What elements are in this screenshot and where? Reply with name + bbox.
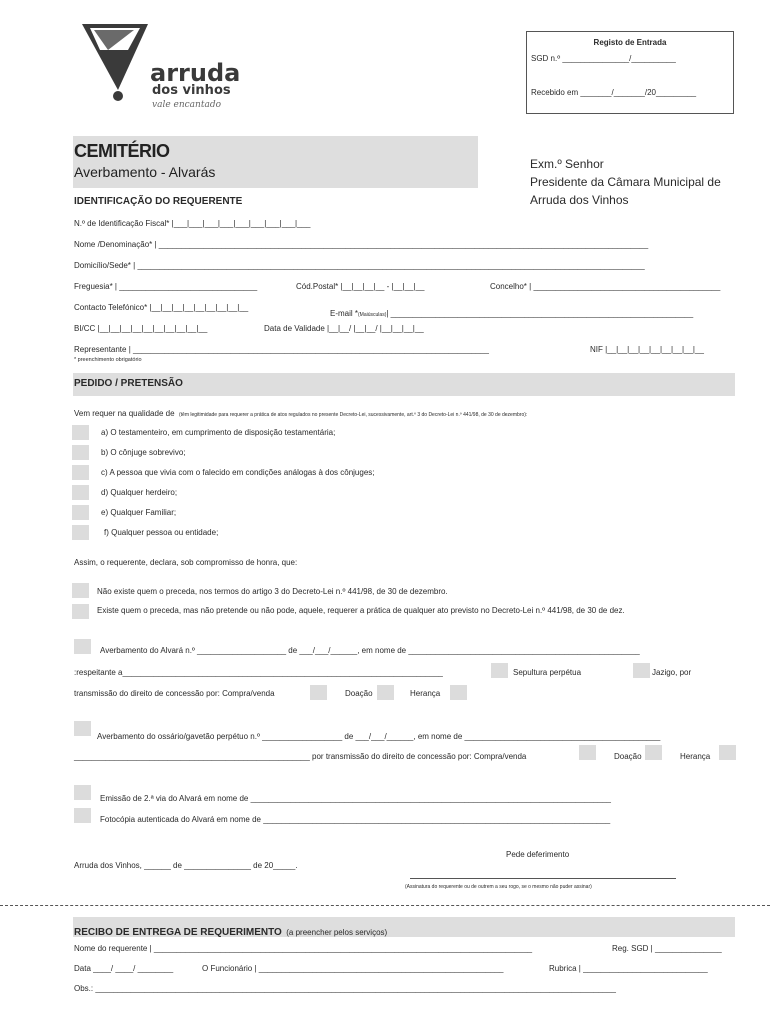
cod-postal-field[interactable]: Cód.Postal* |__|__|__|__ - |__|__|__ <box>296 282 425 291</box>
fotocopia-checkbox[interactable] <box>74 808 91 823</box>
registo-entrada-box <box>526 31 734 114</box>
fotocopia-field[interactable]: Fotocópia autenticada do Alvará em nome de ______________________________________________________________________________ <box>100 815 611 824</box>
decl-1-label: Não existe quem o preceda, nos termos do artigo 3 do Decreto-Lei n.º 441/98, de 30 de dezembro. <box>97 587 448 596</box>
registo-sgd[interactable]: SGD n.º _______________/__________ <box>531 54 676 63</box>
declara-text: Assim, o requerente, declara, sob compromisso de honra, que: <box>74 558 298 567</box>
ossario-heranca-checkbox[interactable] <box>719 745 736 760</box>
required-note: * preenchimento obrigatório <box>74 357 142 363</box>
decl-2-checkbox[interactable] <box>72 604 89 619</box>
segunda-via-checkbox[interactable] <box>74 785 91 800</box>
jazigo-checkbox[interactable] <box>633 663 650 678</box>
email-label: E-mail * <box>330 309 359 318</box>
addressee-line3: Arruda dos Vinhos <box>530 193 629 207</box>
concelho-field[interactable]: Concelho* | __________________________________________ <box>490 282 721 291</box>
pedido-intro-text: Vem requer na qualidade de <box>74 409 175 418</box>
option-d-label: d) Qualquer herdeiro; <box>101 488 178 497</box>
validade-field[interactable]: Data de Validade |__|__/ |__|__/ |__|__|__|__ <box>264 324 424 333</box>
contacto-field[interactable]: Contacto Telefónico* |__|__|__|__|__|__|__|__|__ <box>74 303 249 312</box>
alvara-line2[interactable]: ________________________________________________________________________respeitante a: <box>74 668 443 677</box>
option-f-label: f) Qualquer pessoa ou entidade; <box>104 528 219 537</box>
recibo-heading <box>74 922 387 940</box>
id-fiscal-field[interactable]: N.º de Identificação Fiscal* |___|___|___|___|___|___|___|___|___ <box>74 219 311 228</box>
signature-line[interactable] <box>410 878 676 879</box>
ossario-compra-checkbox[interactable] <box>579 745 596 760</box>
alvara-line1[interactable]: Averbamento do Alvará n.º ____________________ de ___/___/______, em nome de ____________________________________________________ <box>100 646 640 655</box>
recibo-nome-field[interactable]: Nome do requerente | _____________________________________________________________________________________ <box>74 944 533 953</box>
municipality-logo <box>78 20 248 110</box>
transmissao-label: transmissão do direito de concessão por: Compra/venda <box>74 689 275 698</box>
domicilio-field[interactable]: Domicílio/Sede* | __________________________________________________________________________________________________________________ <box>74 261 645 270</box>
section-heading-identificacao: IDENTIFICAÇÃO DO REQUERENTE <box>74 196 243 207</box>
pede-deferimento: Pede deferimento <box>506 850 570 859</box>
ossario-line1[interactable]: Averbamento do ossário/gavetão perpétuo n.º __________________ de ___/___/______, em nome de ____________________________________________ <box>97 732 661 741</box>
email-note: (Maiúsculas) <box>358 312 387 318</box>
section-heading-pedido: PEDIDO / PRETENSÃO <box>74 378 183 389</box>
ossario-doacao-checkbox[interactable] <box>645 745 662 760</box>
recibo-heading-note: (a preencher pelos serviços) <box>286 928 388 937</box>
registo-recebido[interactable]: Recebido em _______/_______/20_________ <box>531 88 697 97</box>
recibo-heading-title: RECIBO DE ENTREGA DE REQUERIMENTO <box>74 927 282 938</box>
option-a-label: a) O testamenteiro, em cumprimento de disposição testamentária; <box>101 428 336 437</box>
recibo-data-field[interactable]: Data ____/ ____/ ________ <box>74 964 174 973</box>
segunda-via-field[interactable]: Emissão de 2.ª via do Alvará em nome de _________________________________________________________________________________ <box>100 794 611 803</box>
option-e-checkbox[interactable] <box>72 505 89 520</box>
recibo-funcionario-field[interactable]: O Funcionário | _______________________________________________________ <box>202 964 504 973</box>
option-d-checkbox[interactable] <box>72 485 89 500</box>
doacao-checkbox[interactable] <box>377 685 394 700</box>
recibo-rubrica-field[interactable]: Rubrica | ____________________________ <box>549 964 708 973</box>
sepultura-label: Sepultura perpétua <box>513 668 582 677</box>
addressee-line1: Exm.º Senhor <box>530 157 604 171</box>
bicc-field[interactable]: BI/CC |__|__|__|__|__|__|__|__|__|__ <box>74 324 208 333</box>
logo-main-text: arruda <box>150 59 241 87</box>
option-f-checkbox[interactable] <box>72 525 89 540</box>
option-c-checkbox[interactable] <box>72 465 89 480</box>
freguesia-field[interactable]: Freguesia* | _______________________________ <box>74 282 258 291</box>
recibo-reg-sgd-field[interactable]: Reg. SGD | _______________ <box>612 944 722 953</box>
ossario-heranca-label: Herança <box>680 752 711 761</box>
pedido-intro <box>74 403 736 421</box>
recibo-obs-field[interactable]: Obs.: _____________________________________________________________________________________________________________________ <box>74 984 616 993</box>
option-c-label: c) A pessoa que vivia com o falecido em condições análogas à dos cônjuges; <box>101 468 375 477</box>
page-subtitle: Averbamento - Alvarás <box>74 164 216 180</box>
option-b-checkbox[interactable] <box>72 445 89 460</box>
page-title: CEMITÉRIO <box>74 141 170 161</box>
jazigo-label: Jazigo, por <box>652 668 692 677</box>
registo-title: Registo de Entrada <box>593 38 667 47</box>
logo-tagline: vale encantado <box>152 100 222 110</box>
ossario-checkbox[interactable] <box>74 721 91 736</box>
ossario-doacao-label: Doação <box>614 752 642 761</box>
logo-emblem-icon <box>78 20 158 102</box>
addressee-line2: Presidente da Câmara Municipal de <box>530 175 721 189</box>
alvara-checkbox[interactable] <box>74 639 91 654</box>
email-line: | ____________________________________________________________________ <box>386 309 694 318</box>
pedido-intro-note: (têm legitimidade para requerer a prática de atos regulados no presente Decreto-Lei, sucessivamente, art.º 3 do Decreto-Lei n.º 441/98, de 30 de dezembro): <box>178 412 528 418</box>
heranca-label: Herança <box>410 689 441 698</box>
local-data-field[interactable]: Arruda dos Vinhos, ______ de _______________ de 20_____. <box>74 861 298 870</box>
heranca-checkbox[interactable] <box>450 685 467 700</box>
doacao-label: Doação <box>345 689 373 698</box>
option-a-checkbox[interactable] <box>72 425 89 440</box>
decl-2-label: Existe quem o preceda, mas não pretende ou não pode, aquele, requerer a prática de qualquer ato previsto no Decreto-Lei n.º 441/98, de 30 de dez. <box>97 606 625 615</box>
representante-field[interactable]: Representante | ________________________________________________________________________________ <box>74 345 489 354</box>
compra-venda-checkbox[interactable] <box>310 685 327 700</box>
nif-field[interactable]: NIF |__|__|__|__|__|__|__|__|__ <box>590 345 704 354</box>
cut-line <box>0 905 770 906</box>
option-b-label: b) O cônjuge sobrevivo; <box>101 448 186 457</box>
logo-sub-text: dos vinhos <box>152 83 231 98</box>
email-field[interactable] <box>330 303 734 321</box>
sepultura-checkbox[interactable] <box>491 663 508 678</box>
signature-caption: (Assinatura do requerente ou de outrem a seu rogo, se o mesmo não puder assinar) <box>405 884 592 890</box>
ossario-line2[interactable]: _____________________________________________________ por transmissão do direito de concessão por: Compra/venda <box>74 752 527 761</box>
nome-field[interactable]: Nome /Denominação* | ______________________________________________________________________________________________________________ <box>74 240 649 249</box>
option-e-label: e) Qualquer Familiar; <box>101 508 177 517</box>
decl-1-checkbox[interactable] <box>72 583 89 598</box>
